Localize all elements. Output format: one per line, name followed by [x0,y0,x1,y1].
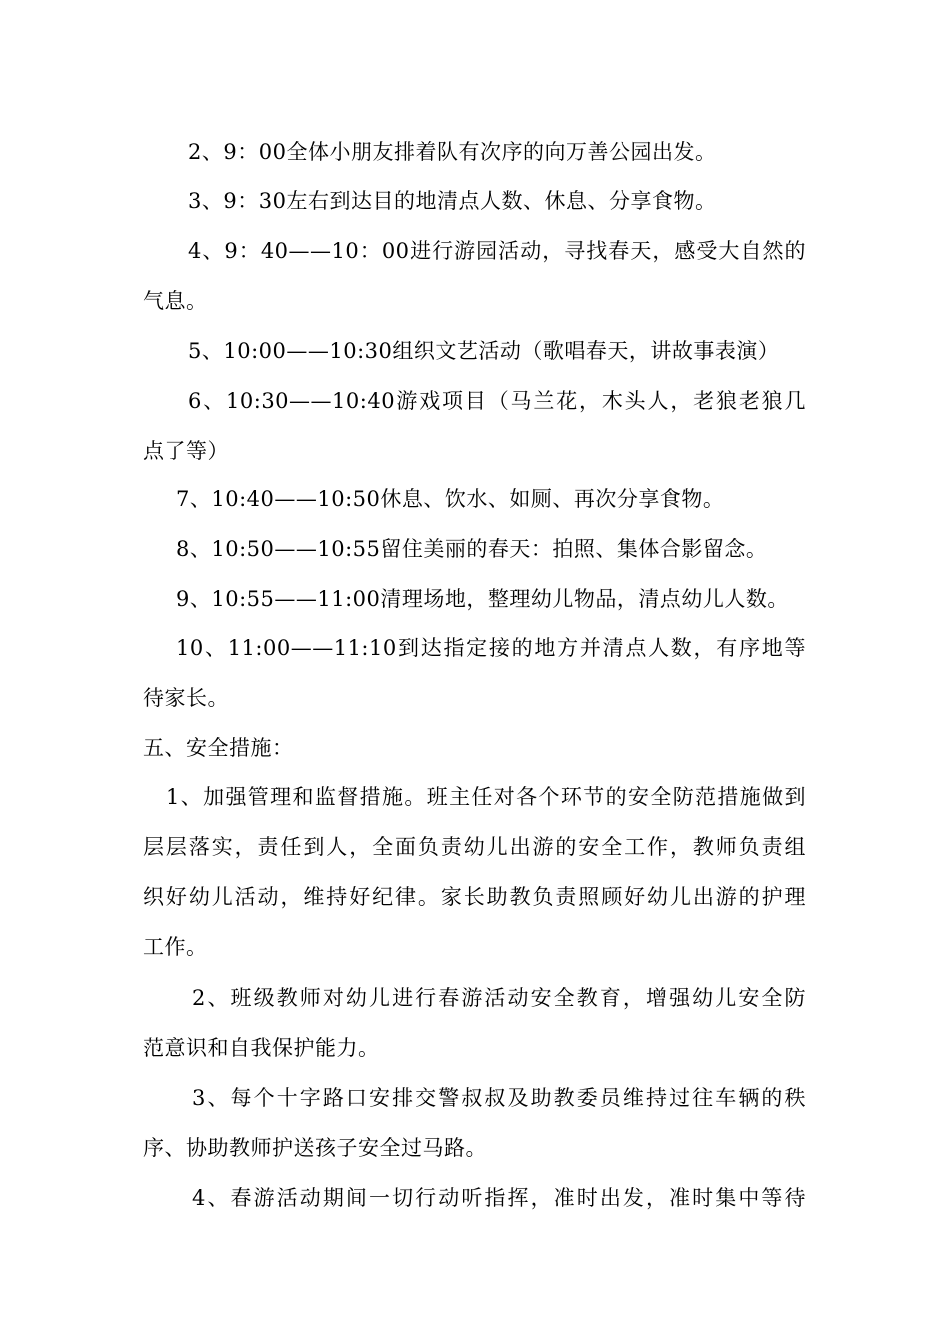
safety-line-1-cont-a: 层层落实，责任到人，全面负责幼儿出游的安全工作，教师负责组 [143,835,806,859]
schedule-line-10-cont: 待家长。 [143,686,229,710]
schedule-line-5: 5、10:00——10:30组织文艺活动（歌唱春天，讲故事表演） [188,339,780,363]
safety-line-1: 1、加强管理和监督措施。班主任对各个环节的安全防范措施做到 [166,785,806,809]
schedule-line-2: 2、9：00全体小朋友排着队有次序的向万善公园出发。 [188,140,717,164]
schedule-line-9: 9、10:55——11:00清理场地，整理幼儿物品，清点幼儿人数。 [176,587,789,611]
safety-line-1-cont-b: 织好幼儿活动，维持好纪律。家长助教负责照顾好幼儿出游的护理 [143,885,806,909]
schedule-line-8: 8、10:50——10:55留住美丽的春天：拍照、集体合影留念。 [176,537,768,561]
safety-line-3: 3、每个十字路口安排交警叔叔及助教委员维持过往车辆的秩 [192,1086,806,1110]
safety-line-4: 4、春游活动期间一切行动听指挥，准时出发，准时集中等待 [192,1186,806,1210]
schedule-line-6: 6、10:30——10:40游戏项目（马兰花，木头人，老狼老狼几 [188,389,806,413]
safety-line-1-cont-c: 工作。 [143,935,208,959]
schedule-line-10: 10、11:00——11:10到达指定接的地方并清点人数，有序地等 [176,636,806,660]
safety-line-2-cont: 范意识和自我保护能力。 [143,1036,380,1060]
safety-line-3-cont: 序、协助教师护送孩子安全过马路。 [143,1136,487,1160]
schedule-line-4: 4、9：40——10：00进行游园活动，寻找春天，感受大自然的 [188,239,806,263]
schedule-line-6-cont: 点了等） [143,439,229,463]
schedule-line-4-cont: 气息。 [143,289,208,313]
schedule-line-7: 7、10:40——10:50休息、饮水、如厕、再次分享食物。 [176,487,725,511]
section-heading: 五、安全措施： [143,736,294,760]
schedule-line-3: 3、9：30左右到达目的地清点人数、休息、分享食物。 [188,189,717,213]
safety-line-2: 2、班级教师对幼儿进行春游活动安全教育，增强幼儿安全防 [192,986,806,1010]
